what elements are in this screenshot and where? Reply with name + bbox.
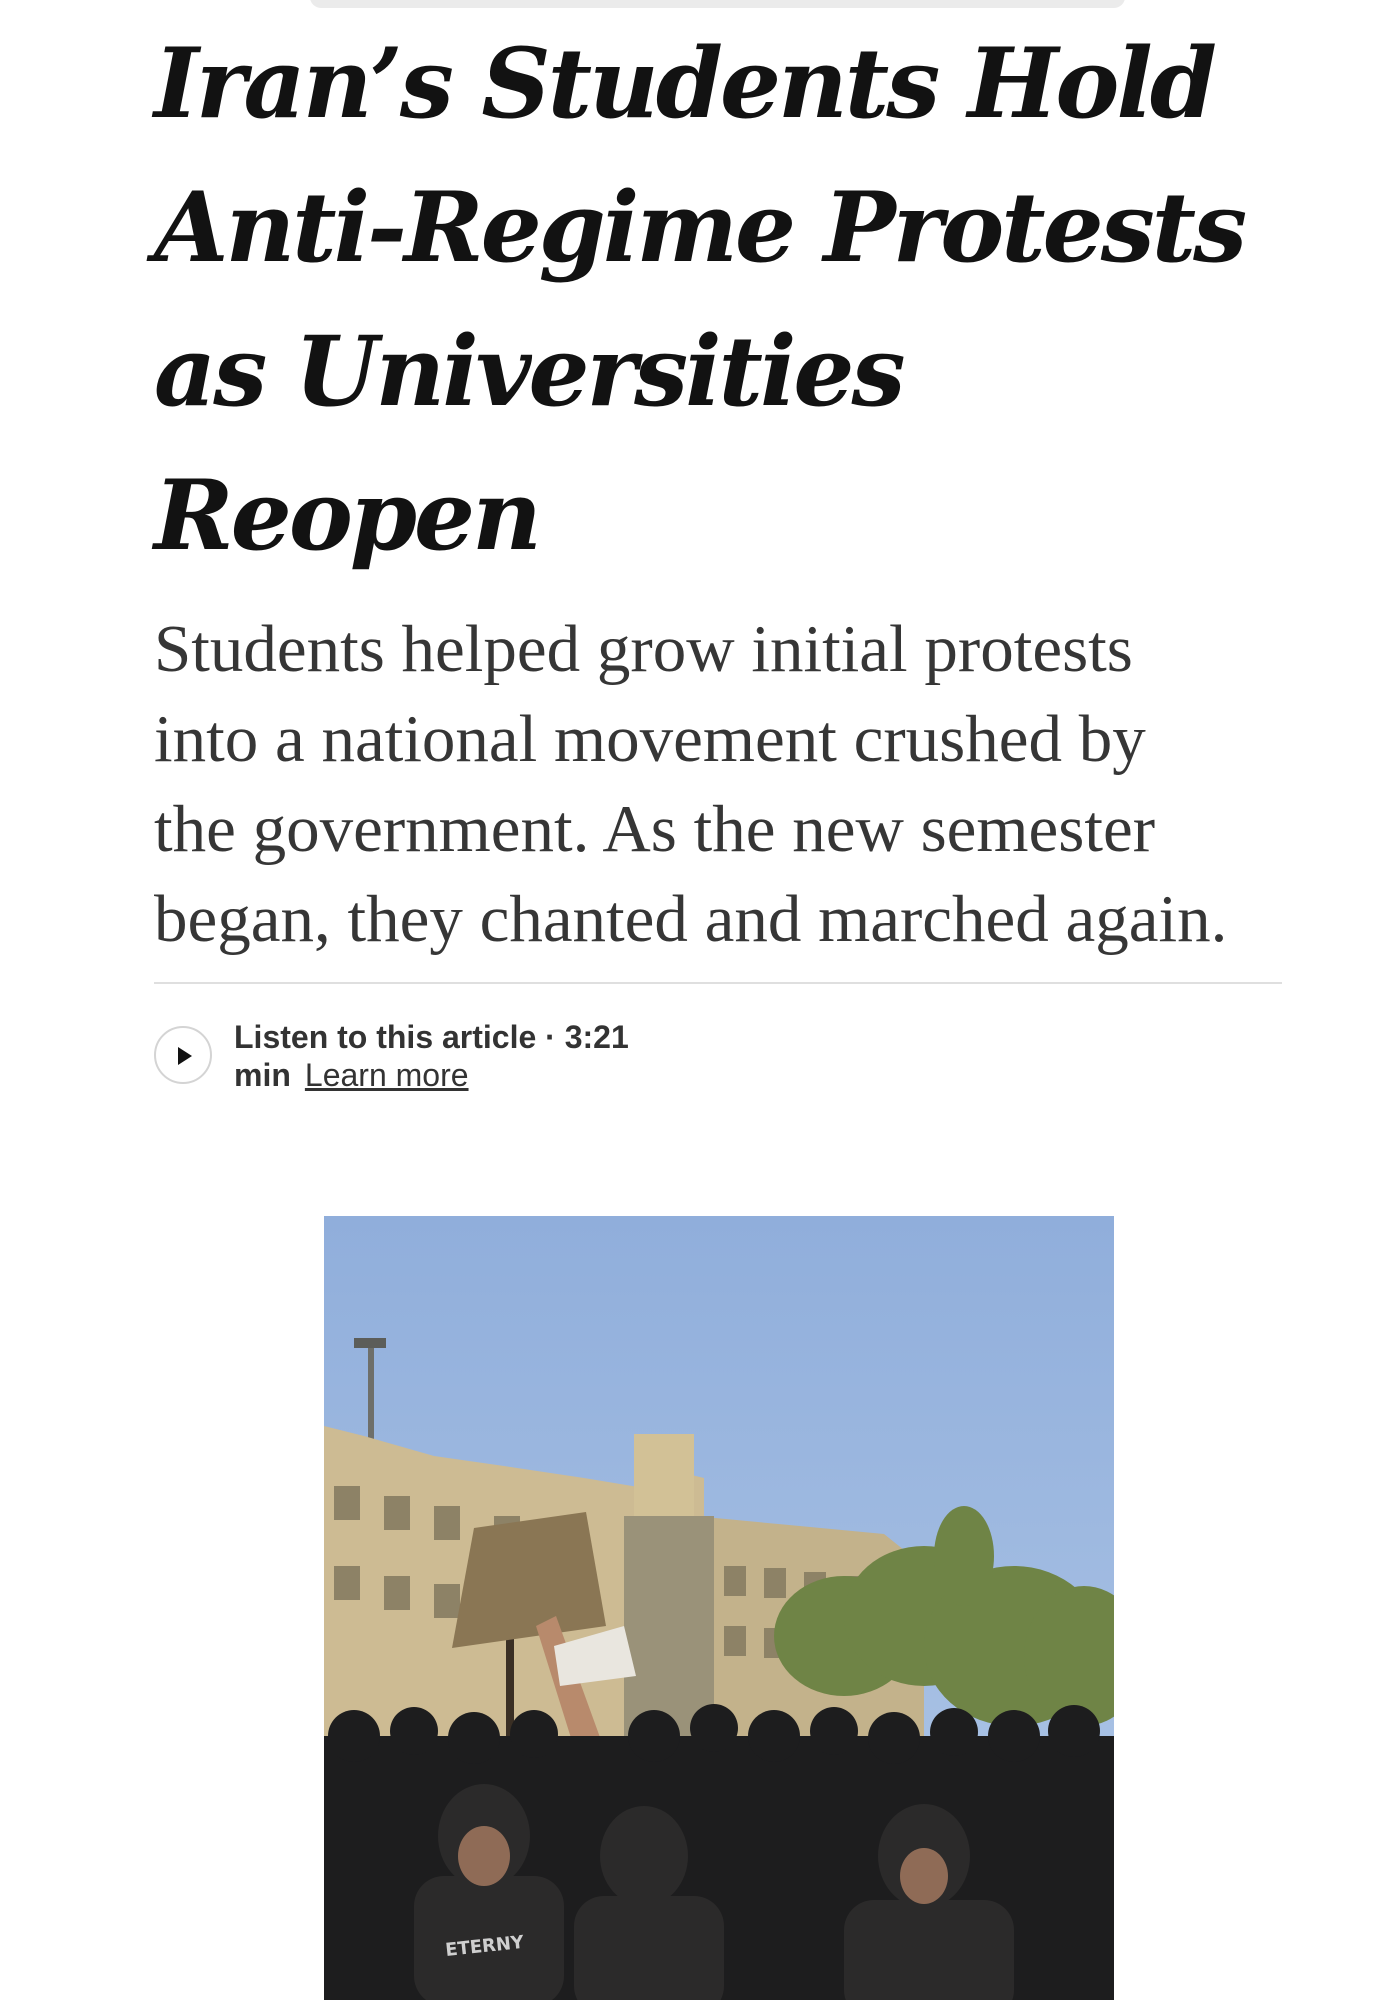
shirt-text: ETERNY (444, 1931, 525, 1961)
listen-label-block (234, 1018, 694, 1094)
listen-label: Listen to this article · 3:21 min (234, 1019, 629, 1093)
learn-more-link[interactable]: Learn more (304, 1057, 469, 1093)
article-summary: Students helped grow initial protests into a national movement crushed by the government. As the new semester began, they chanted and marched again. (154, 612, 1228, 956)
divider (154, 982, 1282, 984)
play-audio-button[interactable] (154, 1026, 212, 1084)
headline: Iran’s Students Hold Anti-Regime Protests as Universities Reopen (154, 27, 1245, 572)
protest-photo (324, 1216, 1114, 2000)
article-photo (324, 1216, 1114, 2000)
lamp-head (354, 1338, 386, 1348)
play-icon (178, 1047, 192, 1065)
article-header (154, 0, 1284, 964)
sign-board (452, 1512, 606, 1648)
